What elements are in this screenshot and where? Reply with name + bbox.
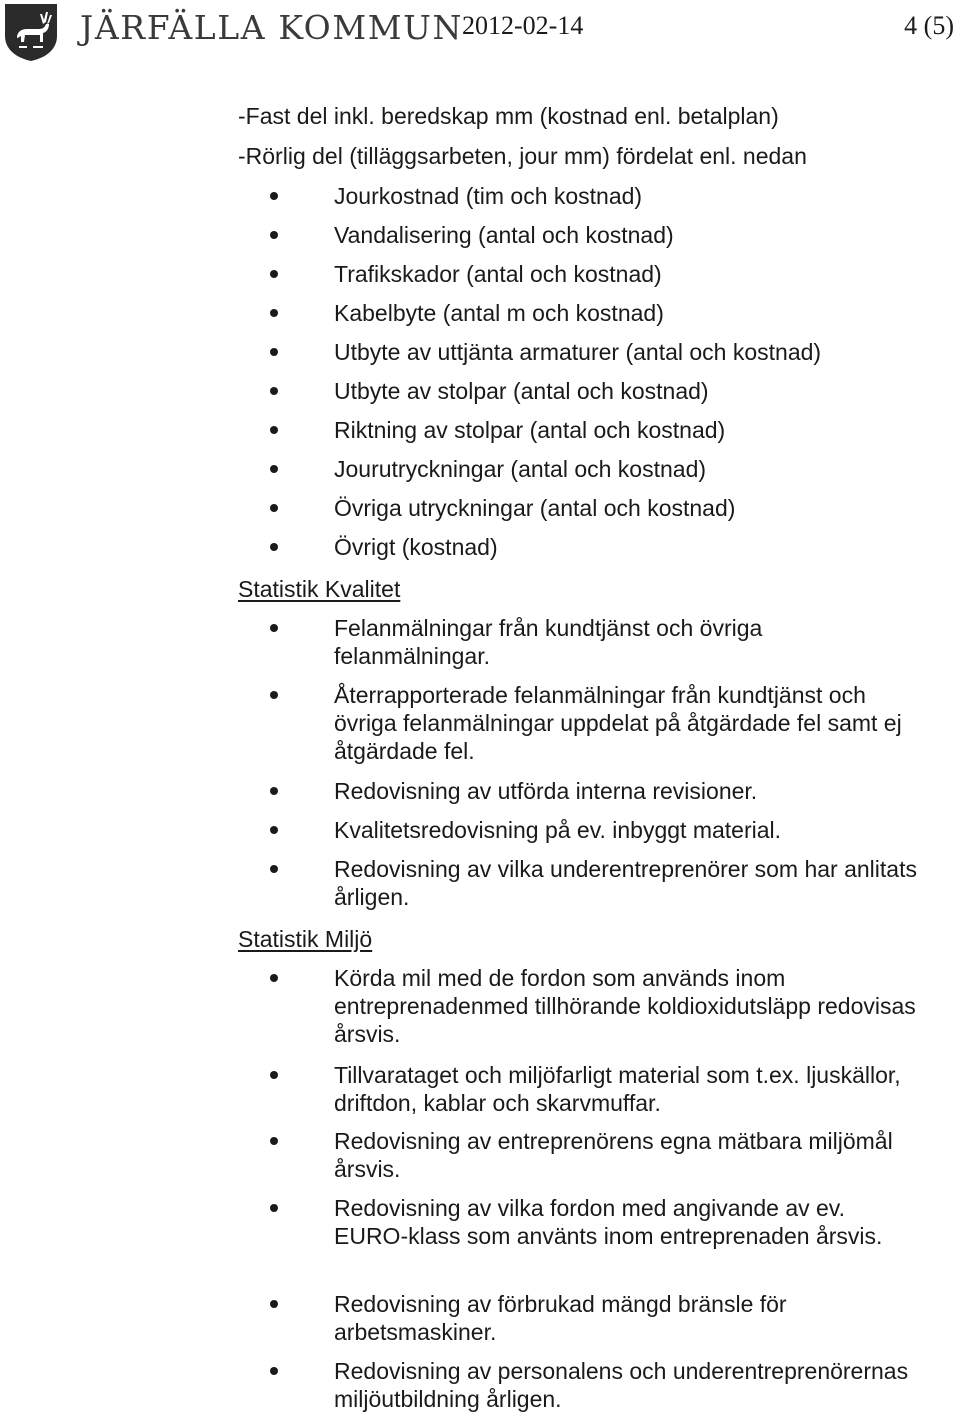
bullet-icon <box>270 465 278 473</box>
list-item-text: Riktning av stolpar (antal och kostnad) <box>334 417 726 443</box>
bullet-icon <box>270 543 278 551</box>
page-number: 4 (5) <box>904 11 954 40</box>
bullet-icon <box>270 826 278 834</box>
list-item-text: Kabelbyte (antal m och kostnad) <box>334 300 664 326</box>
list-item-text: Redovisning av vilka underentreprenörer som har anlitats årligen. <box>334 856 917 910</box>
bullet-icon <box>270 348 278 356</box>
intro-fixed-part: -Fast del inkl. beredskap mm (kostnad enl. betalplan) <box>238 103 779 129</box>
bullet-icon <box>270 309 278 317</box>
list-item-text: Felanmälningar från kundtjänst och övriga felanmälningar. <box>334 615 763 669</box>
environment-heading: Statistik Miljö <box>238 926 373 952</box>
list-item-text: Jourutryckningar (antal och kostnad) <box>334 456 707 482</box>
list-item-text: Övrigt (kostnad) <box>334 534 498 560</box>
bullet-icon <box>270 1137 278 1145</box>
bullet-icon <box>270 192 278 200</box>
list-item-text: Vandalisering (antal och kostnad) <box>334 222 674 248</box>
quality-heading: Statistik Kvalitet <box>238 576 401 602</box>
list-item-text: Körda mil med de fordon som används inom entreprenadenmed tillhörande koldioxidutsläpp redovisas årsvis. <box>334 965 916 1047</box>
list-item-text: Redovisning av personalens och underentreprenörernas miljöutbildning årligen. <box>334 1358 909 1412</box>
document-date: 2012-02-14 <box>462 11 584 40</box>
bullet-icon <box>270 787 278 795</box>
list-item-text: Kvalitetsredovisning på ev. inbyggt material. <box>334 817 782 843</box>
list-item-text: Trafikskador (antal och kostnad) <box>334 261 662 287</box>
municipality-crest-icon <box>3 2 59 62</box>
bullet-icon <box>270 865 278 873</box>
bullet-icon <box>270 1300 278 1308</box>
bullet-icon <box>270 691 278 699</box>
intro-variable-part: -Rörlig del (tilläggsarbeten, jour mm) fördelat enl. nedan <box>238 143 807 169</box>
list-item-text: Återrapporterade felanmälningar från kundtjänst och övriga felanmälningar uppdelat på åtgärdade fel samt ej åtgärdade fel. <box>334 682 902 764</box>
list-item-text: Redovisning av utförda interna revisioner. <box>334 778 758 804</box>
list-item-text: Övriga utryckningar (antal och kostnad) <box>334 495 736 521</box>
bullet-icon <box>270 231 278 239</box>
municipality-name: JÄRFÄLLA KOMMUN <box>80 8 464 47</box>
bullet-icon <box>270 426 278 434</box>
bullet-icon <box>270 1204 278 1212</box>
list-item-text: Jourkostnad (tim och kostnad) <box>334 183 643 209</box>
bullet-icon <box>270 387 278 395</box>
list-item-text: Redovisning av vilka fordon med angivande av ev. EURO-klass som använts inom entreprenaden årsvis. <box>334 1195 883 1249</box>
bullet-icon <box>270 1071 278 1079</box>
list-item-text: Redovisning av entreprenörens egna mätbara miljömål årsvis. <box>334 1128 893 1182</box>
list-item-text: Tillvarataget och miljöfarligt material som t.ex. ljuskällor, driftdon, kablar och skarvmuffar. <box>334 1062 901 1116</box>
bullet-icon <box>270 504 278 512</box>
page-header <box>0 0 960 64</box>
list-item-text: Redovisning av förbrukad mängd bränsle för arbetsmaskiner. <box>334 1291 787 1345</box>
bullet-icon <box>270 624 278 632</box>
list-item-text: Utbyte av stolpar (antal och kostnad) <box>334 378 709 404</box>
list-item-text: Utbyte av uttjänta armaturer (antal och kostnad) <box>334 339 822 365</box>
bullet-icon <box>270 974 278 982</box>
bullet-icon <box>270 1367 278 1375</box>
bullet-icon <box>270 270 278 278</box>
